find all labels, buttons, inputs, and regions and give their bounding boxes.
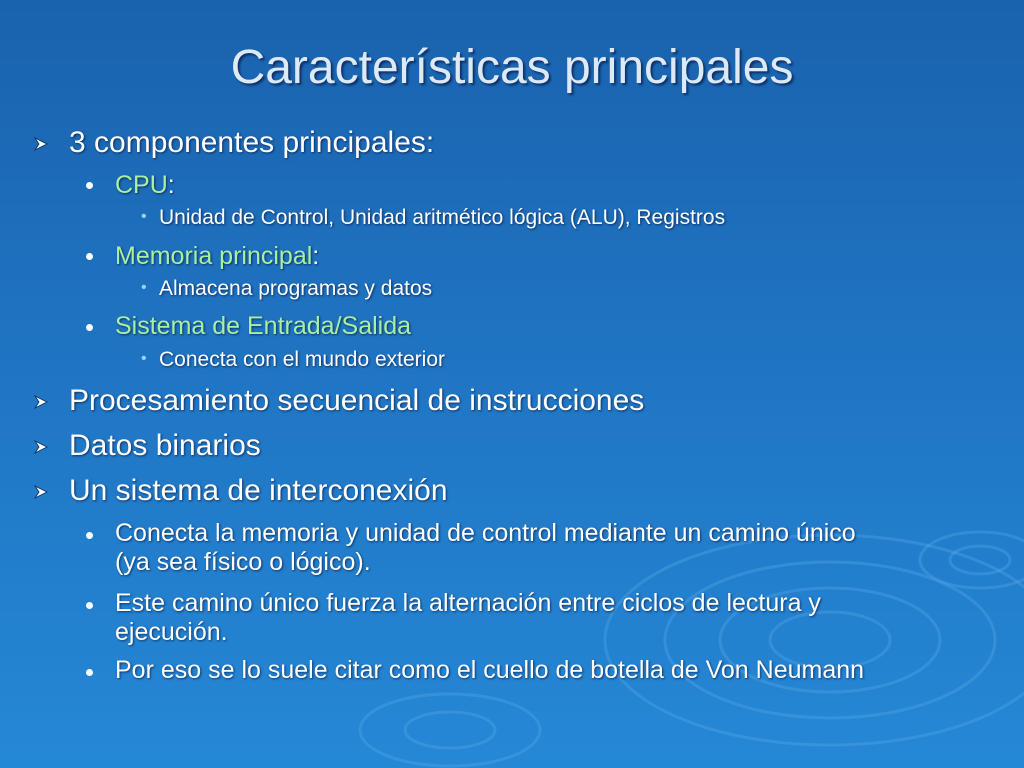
- bullet-3-componentes: 3 componentes principales:: [69, 126, 435, 159]
- sub-camino-line2: ejecución.: [115, 618, 228, 646]
- sub-conecta-line1: Conecta la memoria y unidad de control mediante un camino único: [115, 519, 856, 547]
- small-bullet-icon: •: [141, 208, 147, 225]
- bullet-procesamiento: Procesamiento secuencial de instrucciones: [69, 384, 645, 417]
- dot-bullet-icon: [86, 253, 93, 260]
- io-label: Sistema de Entrada/Salida: [115, 312, 412, 340]
- io-detail: Conecta con el mundo exterior: [159, 348, 445, 371]
- dot-bullet-icon: [86, 669, 93, 676]
- memoria-label: Memoria principal: [115, 242, 313, 270]
- dot-bullet-icon: [86, 324, 93, 331]
- dot-bullet-icon: [86, 602, 93, 609]
- cpu-colon: :: [167, 171, 175, 199]
- bullet-interconexion: Un sistema de interconexión: [69, 474, 448, 507]
- cpu-label: CPU: [115, 171, 168, 199]
- dot-bullet-icon: [86, 532, 93, 539]
- small-bullet-icon: •: [141, 279, 147, 296]
- arrow-bullet-icon: [33, 484, 49, 500]
- sub-camino-line1: Este camino único fuerza la alternación entre ciclos de lectura y: [115, 589, 821, 617]
- cpu-detail: Unidad de Control, Unidad aritmético lógica (ALU), Registros: [159, 206, 726, 229]
- page-title: Características principales: [230, 41, 794, 94]
- memoria-colon: :: [312, 242, 320, 270]
- sub-conecta-line2: (ya sea físico o lógico).: [115, 548, 371, 576]
- sub-von-neumann: Por eso se lo suele citar como el cuello de botella de Von Neumann: [115, 656, 865, 684]
- arrow-bullet-icon: [33, 136, 49, 152]
- memoria-detail: Almacena programas y datos: [159, 277, 433, 300]
- dot-bullet-icon: [86, 182, 93, 189]
- small-bullet-icon: •: [141, 350, 147, 367]
- cpu-item: [115, 170, 175, 200]
- arrow-bullet-icon: [33, 394, 49, 410]
- memoria-item: [115, 241, 319, 271]
- arrow-bullet-icon: [33, 439, 49, 455]
- bullet-datos-binarios: Datos binarios: [69, 429, 261, 462]
